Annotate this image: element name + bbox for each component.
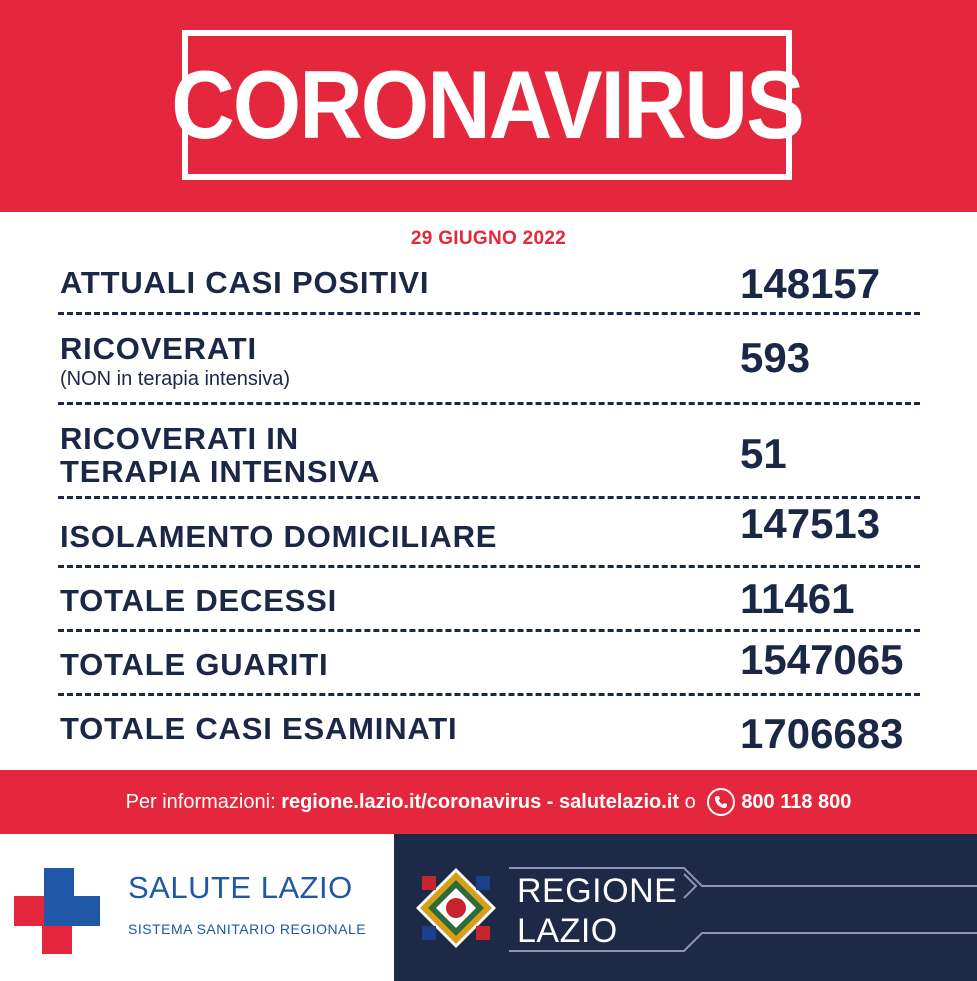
divider — [58, 693, 920, 696]
salute-lazio-subtitle: SISTEMA SANITARIO REGIONALE — [128, 921, 367, 937]
row-value-hospitalized: 593 — [740, 334, 811, 381]
divider — [58, 312, 920, 315]
header-banner — [0, 0, 977, 212]
divider — [58, 496, 920, 499]
info-phone[interactable]: 800 118 800 — [741, 790, 852, 813]
divider — [58, 629, 920, 632]
row-value-deaths: 11461 — [740, 575, 855, 622]
header-title: CORONAVIRUS — [171, 50, 803, 159]
salute-lazio-cross-logo — [14, 868, 100, 954]
row-value-recovered: 1547065 — [740, 636, 904, 683]
regione-lazio-line2: LAZIO — [517, 912, 618, 950]
row-label-hospitalized: RICOVERATI — [60, 331, 257, 366]
row-value-tested: 1706683 — [740, 710, 904, 757]
regione-lazio-emblem — [414, 866, 498, 950]
row-label-deaths: TOTALE DECESSI — [60, 583, 338, 618]
regione-lazio-line1: REGIONE — [517, 872, 678, 910]
row-label-home-isolation: ISOLAMENTO DOMICILIARE — [60, 519, 498, 554]
phone-icon — [707, 788, 735, 816]
row-sublabel-hospitalized: (NON in terapia intensiva) — [60, 368, 291, 390]
row-label-intensive-line2: TERAPIA INTENSIVA — [60, 454, 381, 489]
info-bar — [0, 770, 977, 834]
row-label-tested: TOTALE CASI ESAMINATI — [60, 711, 458, 746]
info-prefix: Per informazioni: — [125, 790, 282, 813]
header-title-frame — [171, 30, 803, 180]
salute-lazio-title: SALUTE LAZIO — [128, 870, 353, 905]
info-conjunction: o — [679, 790, 702, 813]
report-date: 29 GIUGNO 2022 — [410, 228, 567, 249]
info-links[interactable]: regione.lazio.it/coronavirus - salutelazio.it — [281, 790, 680, 813]
row-value-intensive: 51 — [740, 430, 787, 477]
row-label-intensive-line1: RICOVERATI IN — [60, 421, 299, 456]
divider — [58, 402, 920, 405]
row-value-positive: 148157 — [740, 260, 881, 307]
divider — [58, 565, 920, 568]
row-label-recovered: TOTALE GUARITI — [60, 647, 329, 682]
row-label-positive: ATTUALI CASI POSITIVI — [60, 265, 430, 300]
row-value-home-isolation: 147513 — [740, 500, 881, 547]
